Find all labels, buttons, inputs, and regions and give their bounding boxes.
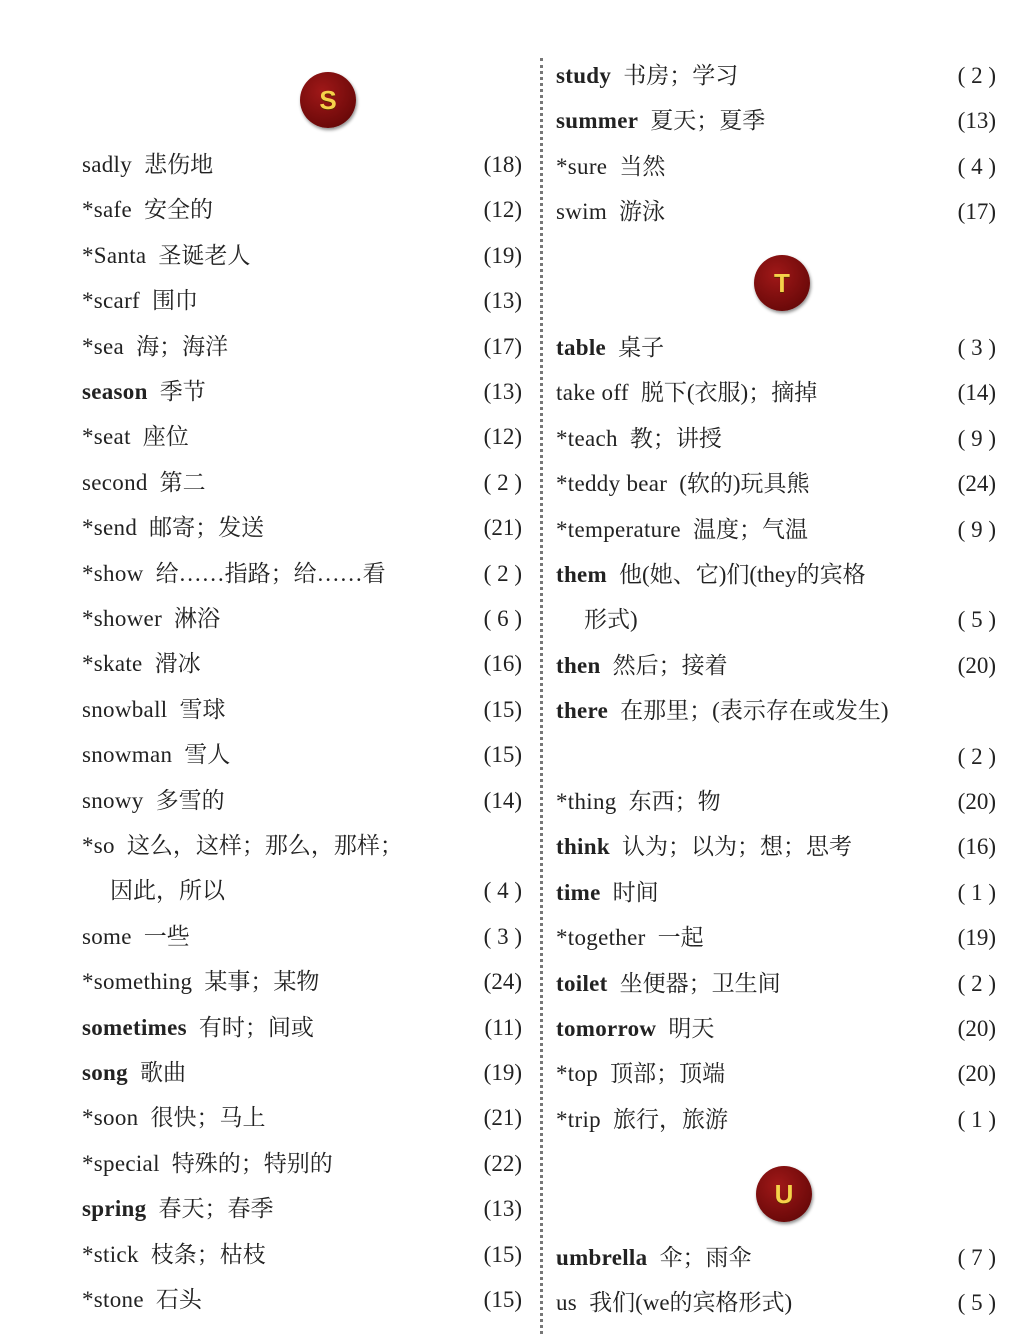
section-t-letter: T: [774, 267, 790, 298]
entry-meaning: 歌曲: [139, 1060, 186, 1085]
entry-meaning: 某事；某物: [204, 969, 320, 995]
entry-meaning: 然后；接着: [612, 652, 728, 678]
entry-unit: ( 4 ): [957, 153, 996, 179]
entry-word: snowman: [82, 742, 173, 768]
entry-meaning: 雪球: [179, 696, 226, 722]
entry-unit: (13): [483, 1196, 522, 1222]
entry-meaning: 枝条；枯枝: [150, 1241, 266, 1267]
entry-word: *thing: [556, 789, 617, 814]
entry-unit: (14): [957, 380, 996, 406]
glossary-entry: [82, 417, 522, 457]
entry-meaning: 滑冰: [154, 651, 201, 677]
entry-unit: (15): [483, 696, 522, 722]
entry-meaning: 有时；间或: [198, 1014, 314, 1040]
glossary-entry: [82, 962, 522, 1002]
entry-word: *special: [82, 1150, 160, 1176]
entry-word: *soon: [82, 1105, 139, 1131]
glossary-entry: [556, 373, 996, 413]
entry-unit: ( 2 ): [957, 743, 996, 769]
entry-meaning: 特殊的；特别的: [171, 1150, 333, 1176]
glossary-entry: [82, 644, 522, 684]
entry-word: umbrella: [556, 1245, 648, 1270]
entry-unit: (18): [483, 152, 522, 177]
entry-meaning: 给……指路；给……看: [155, 560, 386, 586]
entry-unit: (20): [957, 652, 996, 678]
entry-unit: ( 9 ): [957, 425, 996, 451]
entry-meaning: 旅行，旅游: [612, 1106, 728, 1132]
glossary-entry: [556, 510, 996, 550]
entry-meaning: 一些: [143, 923, 190, 949]
entry-unit: (19): [483, 1060, 522, 1085]
entry-word: summer: [556, 108, 639, 134]
entry-meaning: 多雪的: [155, 787, 225, 813]
entry-meaning: 围巾: [152, 288, 198, 314]
entry-word: *something: [82, 969, 193, 995]
glossary-entry: [82, 236, 522, 276]
entry-word: sadly: [82, 152, 133, 177]
entry-unit: (16): [483, 651, 522, 677]
entry-meaning: 悲伤地: [144, 152, 214, 177]
entry-meaning: 夏天；夏季: [650, 108, 766, 134]
entry-unit: ( 7 ): [957, 1245, 996, 1270]
glossary-entry: [82, 1098, 522, 1138]
glossary-entry: [82, 145, 522, 185]
entry-unit: (21): [483, 515, 522, 541]
glossary-entry: [82, 327, 522, 367]
glossary-entry: [82, 735, 522, 775]
entry-unit: (21): [483, 1105, 522, 1131]
glossary-entry: [556, 646, 996, 686]
entry-meaning: 伞；雨伞: [659, 1245, 752, 1270]
entry-meaning: 邮寄；发送: [149, 515, 265, 541]
entry-word: *teddy bear: [556, 471, 668, 497]
entry-unit: (13): [483, 288, 522, 314]
column-divider: [540, 58, 543, 1334]
entry-unit: ( 2 ): [483, 560, 522, 586]
entry-meaning: 很快；马上: [150, 1105, 266, 1131]
glossary-entry: [82, 599, 522, 639]
glossary-entry: [556, 1009, 996, 1049]
entry-word: snowball: [82, 696, 168, 722]
entry-word: *show: [82, 560, 144, 586]
glossary-entry: [82, 372, 522, 412]
entry-meaning: 坐便器；卫生间: [619, 970, 781, 996]
entry-meaning: 书房；学习: [623, 63, 739, 88]
entry-unit: (20): [957, 789, 996, 814]
entry-unit: (19): [957, 925, 996, 951]
entry-meaning: 温度；气温: [692, 516, 808, 542]
entry-unit: ( 2 ): [957, 63, 996, 88]
glossary-entry: [556, 328, 996, 368]
entry-word: *stone: [82, 1287, 144, 1312]
section-t-badge: [754, 255, 810, 311]
glossary-entry: [82, 781, 522, 821]
entry-meaning: 脱下(衣服)；摘掉: [640, 380, 818, 406]
entry-meaning: 海；海洋: [136, 333, 229, 359]
entry-word: *teach: [556, 425, 618, 451]
entry-unit: (22): [483, 1150, 522, 1176]
entry-meaning: 游泳: [619, 199, 666, 225]
entry-meaning: 石头: [155, 1287, 202, 1312]
glossary-entry: [556, 555, 996, 595]
entry-meaning: 这么，这样；那么，那样；: [126, 833, 403, 858]
entry-unit: ( 6 ): [483, 606, 522, 631]
entry-word: think: [556, 834, 610, 860]
entry-word: *so: [82, 833, 115, 858]
entry-meaning: 因此，所以: [110, 878, 225, 904]
entry-unit: (20): [957, 1016, 996, 1041]
entry-word: *safe: [82, 197, 133, 223]
entry-word: table: [556, 335, 607, 360]
entry-meaning: 雪人: [184, 742, 231, 768]
glossary-entry: [556, 1238, 996, 1278]
entry-word: *top: [556, 1061, 599, 1087]
entry-unit: (20): [957, 1061, 996, 1087]
entry-word: second: [82, 469, 148, 495]
glossary-entry: [82, 554, 522, 594]
glossary-entry: [556, 1054, 996, 1094]
entry-meaning: 认为；以为；想；思考: [621, 834, 852, 860]
glossary-entry: [82, 826, 522, 866]
entry-word: study: [556, 63, 612, 88]
glossary-entry: [556, 1100, 996, 1140]
entry-unit: ( 3 ): [957, 335, 996, 360]
entry-word: *scarf: [82, 288, 140, 314]
entry-word: *trip: [556, 1106, 601, 1132]
glossary-entry: [82, 190, 522, 230]
glossary-entry: [556, 827, 996, 867]
entry-word: snowy: [82, 787, 144, 813]
glossary-entry: [82, 1144, 522, 1184]
glossary-entry: [556, 464, 996, 504]
entry-unit: ( 3 ): [483, 923, 522, 949]
entry-unit: (15): [483, 742, 522, 768]
entry-meaning: 安全的: [144, 197, 214, 223]
entry-word: some: [82, 923, 132, 949]
entry-unit: (17): [483, 333, 522, 359]
entry-unit: (11): [484, 1014, 522, 1040]
entry-word: *send: [82, 515, 138, 541]
entry-meaning: 桌子: [618, 335, 665, 360]
entry-word: then: [556, 652, 601, 678]
glossary-entry: [82, 1008, 522, 1048]
entry-word: season: [82, 379, 148, 404]
glossary-entry: [82, 917, 522, 957]
glossary-entry: [556, 192, 996, 232]
entry-unit: (15): [483, 1241, 522, 1267]
glossary-entry: [556, 964, 996, 1004]
glossary-entry: [82, 871, 522, 911]
entry-unit: (16): [957, 834, 996, 860]
glossary-entry: [82, 463, 522, 503]
entry-unit: (19): [483, 242, 522, 268]
entry-meaning: 第二: [159, 469, 206, 495]
glossary-entry: [556, 1283, 996, 1323]
glossary-entry: [556, 873, 996, 913]
entry-unit: (13): [483, 379, 522, 404]
entry-meaning: 明天: [668, 1016, 715, 1041]
entry-meaning: 时间: [612, 879, 659, 905]
entry-unit: (14): [483, 787, 522, 813]
section-u-letter: U: [774, 1178, 794, 1209]
entry-meaning: 东西；物: [628, 789, 721, 814]
entry-word: tomorrow: [556, 1016, 657, 1041]
entry-unit: (12): [483, 424, 522, 450]
entry-word: *Santa: [82, 242, 147, 268]
entry-meaning: 座位: [142, 424, 189, 450]
glossary-entry: [82, 1235, 522, 1275]
entry-word: *sure: [556, 153, 608, 179]
entry-meaning: 一起: [657, 925, 704, 951]
section-s-badge: [300, 72, 356, 128]
section-u-badge: [756, 1166, 812, 1222]
entry-word: *sea: [82, 333, 125, 359]
glossary-entry: [82, 508, 522, 548]
glossary-entry: [556, 56, 996, 96]
entry-word: song: [82, 1060, 128, 1085]
glossary-entry: [82, 1053, 522, 1093]
glossary-entry: [82, 281, 522, 321]
glossary-entry: [82, 1280, 522, 1320]
entry-meaning: 教；讲授: [629, 425, 722, 451]
glossary-entry: [556, 691, 996, 731]
entry-unit: (13): [957, 108, 996, 134]
entry-meaning: 淋浴: [174, 606, 221, 631]
entry-meaning: 圣诞老人: [158, 242, 251, 268]
entry-unit: ( 5 ): [957, 607, 996, 633]
entry-meaning: 季节: [159, 379, 206, 404]
entry-unit: ( 1 ): [957, 879, 996, 905]
entry-meaning: 我们(we的宾格形式): [589, 1290, 793, 1316]
entry-unit: (17): [957, 199, 996, 225]
glossary-entry: [556, 147, 996, 187]
entry-word: sometimes: [82, 1014, 187, 1040]
glossary-entry: [556, 600, 996, 640]
entry-unit: ( 9 ): [957, 516, 996, 542]
entry-unit: (24): [483, 969, 522, 995]
entry-unit: ( 5 ): [957, 1290, 996, 1316]
glossary-entry: [556, 918, 996, 958]
entry-word: spring: [82, 1196, 147, 1222]
entry-meaning: 形式): [584, 607, 638, 633]
glossary-entry: [82, 690, 522, 730]
entry-meaning: 当然: [619, 153, 666, 179]
glossary-entry: [556, 419, 996, 459]
entry-word: us: [556, 1290, 578, 1316]
entry-unit: (24): [957, 471, 996, 497]
entry-word: *skate: [82, 651, 143, 677]
entry-word: *seat: [82, 424, 131, 450]
glossary-entry: [556, 101, 996, 141]
glossary-entry: [556, 737, 996, 777]
entry-unit: ( 4 ): [483, 878, 522, 904]
entry-meaning: 顶部；顶端: [610, 1061, 726, 1087]
entry-meaning: 春天；春季: [158, 1196, 274, 1222]
entry-word: *temperature: [556, 516, 681, 542]
entry-word: *shower: [82, 606, 163, 631]
entry-unit: ( 2 ): [483, 469, 522, 495]
entry-word: time: [556, 879, 601, 905]
glossary-entry: [82, 1189, 522, 1229]
entry-meaning: 在那里；(表示存在或发生): [620, 698, 889, 724]
entry-word: them: [556, 562, 608, 587]
entry-word: toilet: [556, 970, 608, 996]
glossary-entry: [556, 782, 996, 822]
entry-word: there: [556, 698, 609, 724]
entry-unit: (15): [483, 1287, 522, 1312]
entry-unit: (12): [483, 197, 522, 223]
entry-unit: ( 1 ): [957, 1106, 996, 1132]
entry-meaning: (软的)玩具熊: [679, 471, 810, 497]
section-s-letter: S: [319, 84, 337, 115]
entry-unit: ( 2 ): [957, 970, 996, 996]
entry-word: swim: [556, 199, 608, 225]
entry-meaning: 他(她、它)们(they的宾格: [619, 562, 866, 587]
entry-word: take off: [556, 380, 629, 406]
entry-word: *together: [556, 925, 646, 951]
entry-word: *stick: [82, 1241, 139, 1267]
